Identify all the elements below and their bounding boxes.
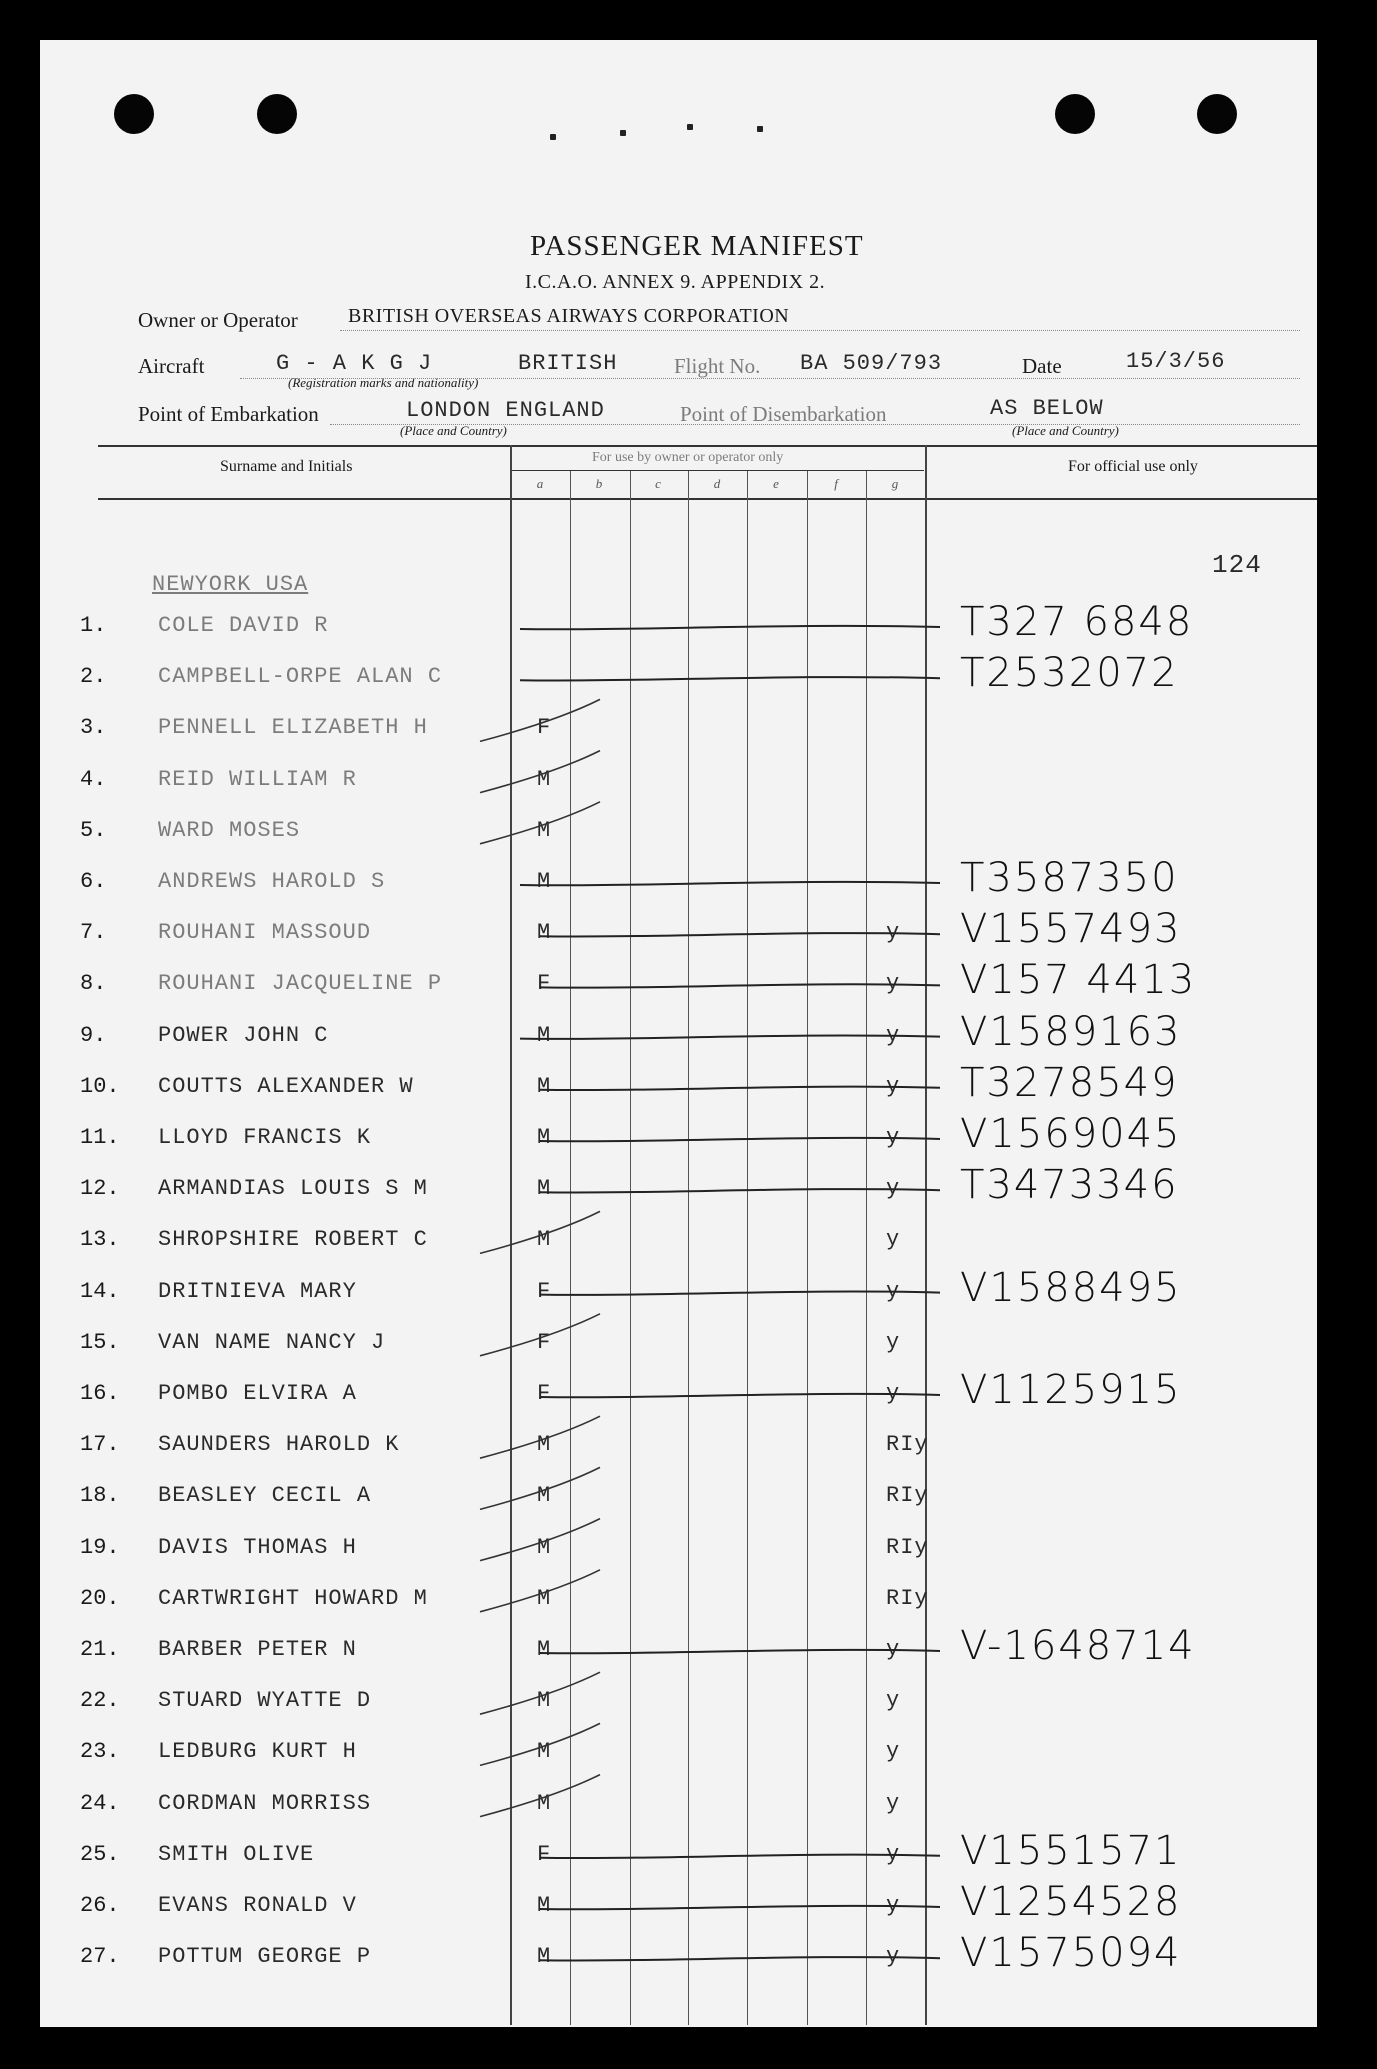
column-divider [688, 470, 689, 2025]
sex-code: M [537, 1688, 552, 1714]
official-number: V1575094 [960, 1930, 1182, 1977]
strike-line [520, 626, 940, 629]
dotted-rule [330, 424, 1300, 425]
date-label: Date [1022, 354, 1062, 378]
column-divider [630, 470, 631, 2025]
strike-line [540, 1957, 940, 1960]
sex-code: M [537, 1227, 552, 1253]
column-header-name: Surname and Initials [220, 458, 353, 475]
sex-code: M [537, 1944, 552, 1970]
passenger-name: REID WILLIAM R [158, 766, 357, 792]
sex-code: M [537, 1483, 552, 1509]
column-divider [807, 470, 808, 2025]
official-number: V1125915 [960, 1367, 1182, 1413]
strike-line [540, 1855, 940, 1858]
sex-code: M [537, 1073, 552, 1099]
passenger-name: POMBO ELVIRA A [158, 1381, 357, 1406]
official-number: V1569045 [960, 1111, 1182, 1157]
passenger-name: LLOYD FRANCIS K [158, 1125, 372, 1150]
subcol-e: e [773, 476, 779, 491]
passenger-name: ROUHANI JACQUELINE P [158, 971, 443, 997]
table-top-rule [98, 445, 1317, 447]
subcol-g: g [891, 476, 899, 491]
document-title: PASSENGER MANIFEST [530, 230, 864, 262]
sex-code: F [537, 715, 552, 741]
strike-line [540, 1906, 940, 1909]
official-number: V157 4413 [960, 957, 1197, 1004]
disembarkation-value: AS BELOW [990, 396, 1104, 421]
status-code: y [886, 1227, 901, 1253]
sex-code: M [537, 920, 552, 946]
official-number: T3473346 [960, 1162, 1179, 1209]
embarkation-hint: (Place and Country) [400, 423, 507, 438]
sex-code: M [537, 1176, 552, 1202]
manifest-sheet [40, 40, 1317, 2027]
status-code: RIy [886, 1585, 929, 1611]
page-number: 124 [1212, 550, 1262, 580]
strike-line [520, 677, 940, 680]
sex-code: M [537, 1790, 552, 1816]
flight-label: Flight No. [674, 354, 761, 378]
passenger-name: EVANS RONALD V [158, 1893, 357, 1918]
row-number: 5. [80, 817, 107, 843]
sex-code: M [537, 1022, 552, 1048]
status-code: y [886, 1790, 901, 1816]
sex-code: M [537, 817, 552, 843]
status-code: y [886, 1944, 901, 1970]
status-code: RIy [886, 1483, 929, 1509]
owner-value: BRITISH OVERSEAS AIRWAYS CORPORATION [348, 305, 790, 327]
row-number: 3. [80, 715, 107, 741]
row-number: 26. [80, 1893, 120, 1918]
passenger-name: SHROPSHIRE ROBERT C [158, 1227, 428, 1253]
passenger-name: POWER JOHN C [158, 1022, 329, 1048]
status-code: y [886, 971, 901, 997]
strike-line [540, 1189, 940, 1192]
row-number: 7. [80, 920, 107, 946]
official-number: V-1648714 [960, 1623, 1196, 1669]
strike-line [540, 1650, 940, 1653]
sex-code: F [537, 971, 552, 997]
sex-code: M [537, 869, 552, 894]
row-number: 24. [80, 1790, 120, 1816]
row-number: 14. [80, 1278, 120, 1304]
status-code: y [886, 1073, 901, 1099]
status-code: RIy [886, 1534, 929, 1560]
official-number: T3278549 [960, 1059, 1179, 1106]
mark-dot [687, 124, 693, 130]
passenger-name: POTTUM GEORGE P [158, 1944, 372, 1970]
strike-line [540, 1291, 940, 1294]
row-number: 21. [80, 1637, 120, 1662]
column-header-operator: For use by owner or operator only [592, 450, 784, 465]
sex-code: M [537, 1637, 552, 1662]
sex-code: M [537, 1534, 552, 1560]
table-header-rule [98, 498, 1317, 500]
column-divider [866, 470, 867, 2025]
column-divider [747, 470, 748, 2025]
column-header-official: For official use only [1068, 458, 1198, 475]
official-number: V1557493 [960, 906, 1182, 953]
status-code: y [886, 1022, 901, 1048]
status-code: y [886, 1125, 901, 1150]
aircraft-label: Aircraft [138, 354, 205, 378]
strike-line [540, 1087, 940, 1090]
passenger-name: SAUNDERS HAROLD K [158, 1432, 400, 1458]
status-code: y [886, 1893, 901, 1918]
official-number: V1588495 [960, 1264, 1182, 1311]
strike-line [540, 933, 940, 936]
status-code: y [886, 1688, 901, 1714]
status-code: y [886, 1176, 901, 1202]
passenger-name: BEASLEY CECIL A [158, 1483, 372, 1509]
punch-hole [257, 94, 297, 134]
sex-code: F [537, 1278, 552, 1304]
punch-hole [1197, 94, 1237, 134]
row-number: 4. [80, 766, 107, 792]
strike-line [540, 1138, 940, 1141]
status-code: y [886, 1381, 901, 1406]
row-number: 8. [80, 971, 107, 997]
row-number: 20. [80, 1585, 120, 1611]
mark-dot [757, 126, 763, 132]
strike-line [540, 984, 940, 987]
passenger-name: LEDBURG KURT H [158, 1739, 357, 1765]
row-number: 18. [80, 1483, 120, 1509]
disembarkation-hint: (Place and Country) [1012, 423, 1119, 438]
sex-code: M [537, 1125, 552, 1150]
document-subtitle: I.C.A.O. ANNEX 9. APPENDIX 2. [525, 271, 826, 293]
sex-code: F [537, 1329, 552, 1355]
subcol-c: c [655, 476, 661, 491]
status-code: y [886, 1739, 901, 1765]
passenger-name: STUARD WYATTE D [158, 1688, 372, 1714]
row-number: 19. [80, 1534, 120, 1560]
row-number: 2. [80, 664, 107, 690]
sex-code: F [537, 1381, 552, 1406]
row-number: 15. [80, 1329, 120, 1355]
official-number: T3587350 [960, 855, 1179, 901]
subcol-f: f [834, 476, 838, 491]
row-number: 25. [80, 1841, 120, 1867]
status-code: y [886, 1637, 901, 1662]
passenger-name: ANDREWS HAROLD S [158, 869, 386, 894]
passenger-name: BARBER PETER N [158, 1637, 357, 1662]
passenger-name: DAVIS THOMAS H [158, 1534, 357, 1560]
official-number: V1551571 [960, 1827, 1182, 1874]
aircraft-value: G - A K G J [276, 351, 433, 376]
row-number: 16. [80, 1381, 120, 1406]
column-divider [510, 445, 512, 2025]
passenger-name: CORDMAN MORRISS [158, 1790, 372, 1816]
subheader-rule [512, 470, 924, 471]
dotted-rule [240, 378, 1300, 379]
passenger-name: DRITNIEVA MARY [158, 1278, 357, 1304]
official-number: V1589163 [960, 1008, 1182, 1055]
flight-value: BA 509/793 [800, 351, 943, 376]
aircraft-hint: (Registration marks and nationality) [288, 375, 479, 390]
row-number: 9. [80, 1022, 107, 1048]
passenger-name: COLE DAVID R [158, 613, 329, 638]
strike-line [540, 1394, 940, 1397]
passenger-name: PENNELL ELIZABETH H [158, 715, 428, 741]
sex-code: M [537, 1585, 552, 1611]
status-code: RIy [886, 1432, 929, 1458]
disembarkation-label: Point of Disembarkation [680, 402, 887, 426]
official-number: V1254528 [960, 1879, 1182, 1925]
passenger-name: CARTWRIGHT HOWARD M [158, 1585, 428, 1611]
subcol-d: d [713, 476, 721, 491]
passenger-name: CAMPBELL-ORPE ALAN C [158, 664, 443, 690]
row-number: 12. [80, 1176, 120, 1202]
sex-code: M [537, 1739, 552, 1765]
row-number: 6. [80, 869, 107, 894]
punch-hole [114, 94, 154, 134]
official-number: T2532072 [960, 650, 1179, 697]
passenger-name: ARMANDIAS LOUIS S M [158, 1176, 428, 1202]
sex-code: M [537, 1432, 552, 1458]
strike-line [520, 1035, 940, 1038]
sex-code: F [537, 1841, 552, 1867]
passenger-name: VAN NAME NANCY J [158, 1329, 386, 1355]
mark-dot [550, 134, 556, 140]
status-code: y [886, 1278, 901, 1304]
aircraft-nationality: BRITISH [518, 351, 618, 376]
passenger-name: ROUHANI MASSOUD [158, 920, 372, 946]
passenger-name: COUTTS ALEXANDER W [158, 1073, 414, 1099]
destination-heading: NEWYORK USA [152, 572, 309, 597]
row-number: 23. [80, 1739, 120, 1765]
embarkation-label: Point of Embarkation [138, 402, 319, 426]
row-number: 22. [80, 1688, 120, 1714]
sex-code: M [537, 1893, 552, 1918]
subcol-b: b [595, 476, 603, 491]
embarkation-value: LONDON ENGLAND [406, 398, 605, 423]
row-number: 11. [80, 1125, 120, 1150]
date-value: 15/3/56 [1126, 349, 1226, 374]
mark-dot [620, 130, 626, 136]
subcol-a: a [536, 476, 544, 491]
row-number: 13. [80, 1227, 120, 1253]
punch-hole [1055, 94, 1095, 134]
row-number: 17. [80, 1432, 120, 1458]
row-number: 10. [80, 1073, 120, 1099]
sex-code: M [537, 766, 552, 792]
status-code: y [886, 1329, 901, 1355]
passenger-name: SMITH OLIVE [158, 1841, 315, 1867]
official-number: T327 6848 [960, 599, 1194, 645]
column-divider [570, 470, 571, 2025]
dotted-rule [340, 330, 1300, 331]
status-code: y [886, 920, 901, 946]
row-number: 1. [80, 613, 107, 638]
status-code: y [886, 1841, 901, 1867]
column-divider [925, 445, 927, 2025]
passenger-name: WARD MOSES [158, 817, 301, 843]
owner-label: Owner or Operator [138, 308, 298, 332]
row-number: 27. [80, 1944, 120, 1970]
strike-line [520, 882, 940, 885]
